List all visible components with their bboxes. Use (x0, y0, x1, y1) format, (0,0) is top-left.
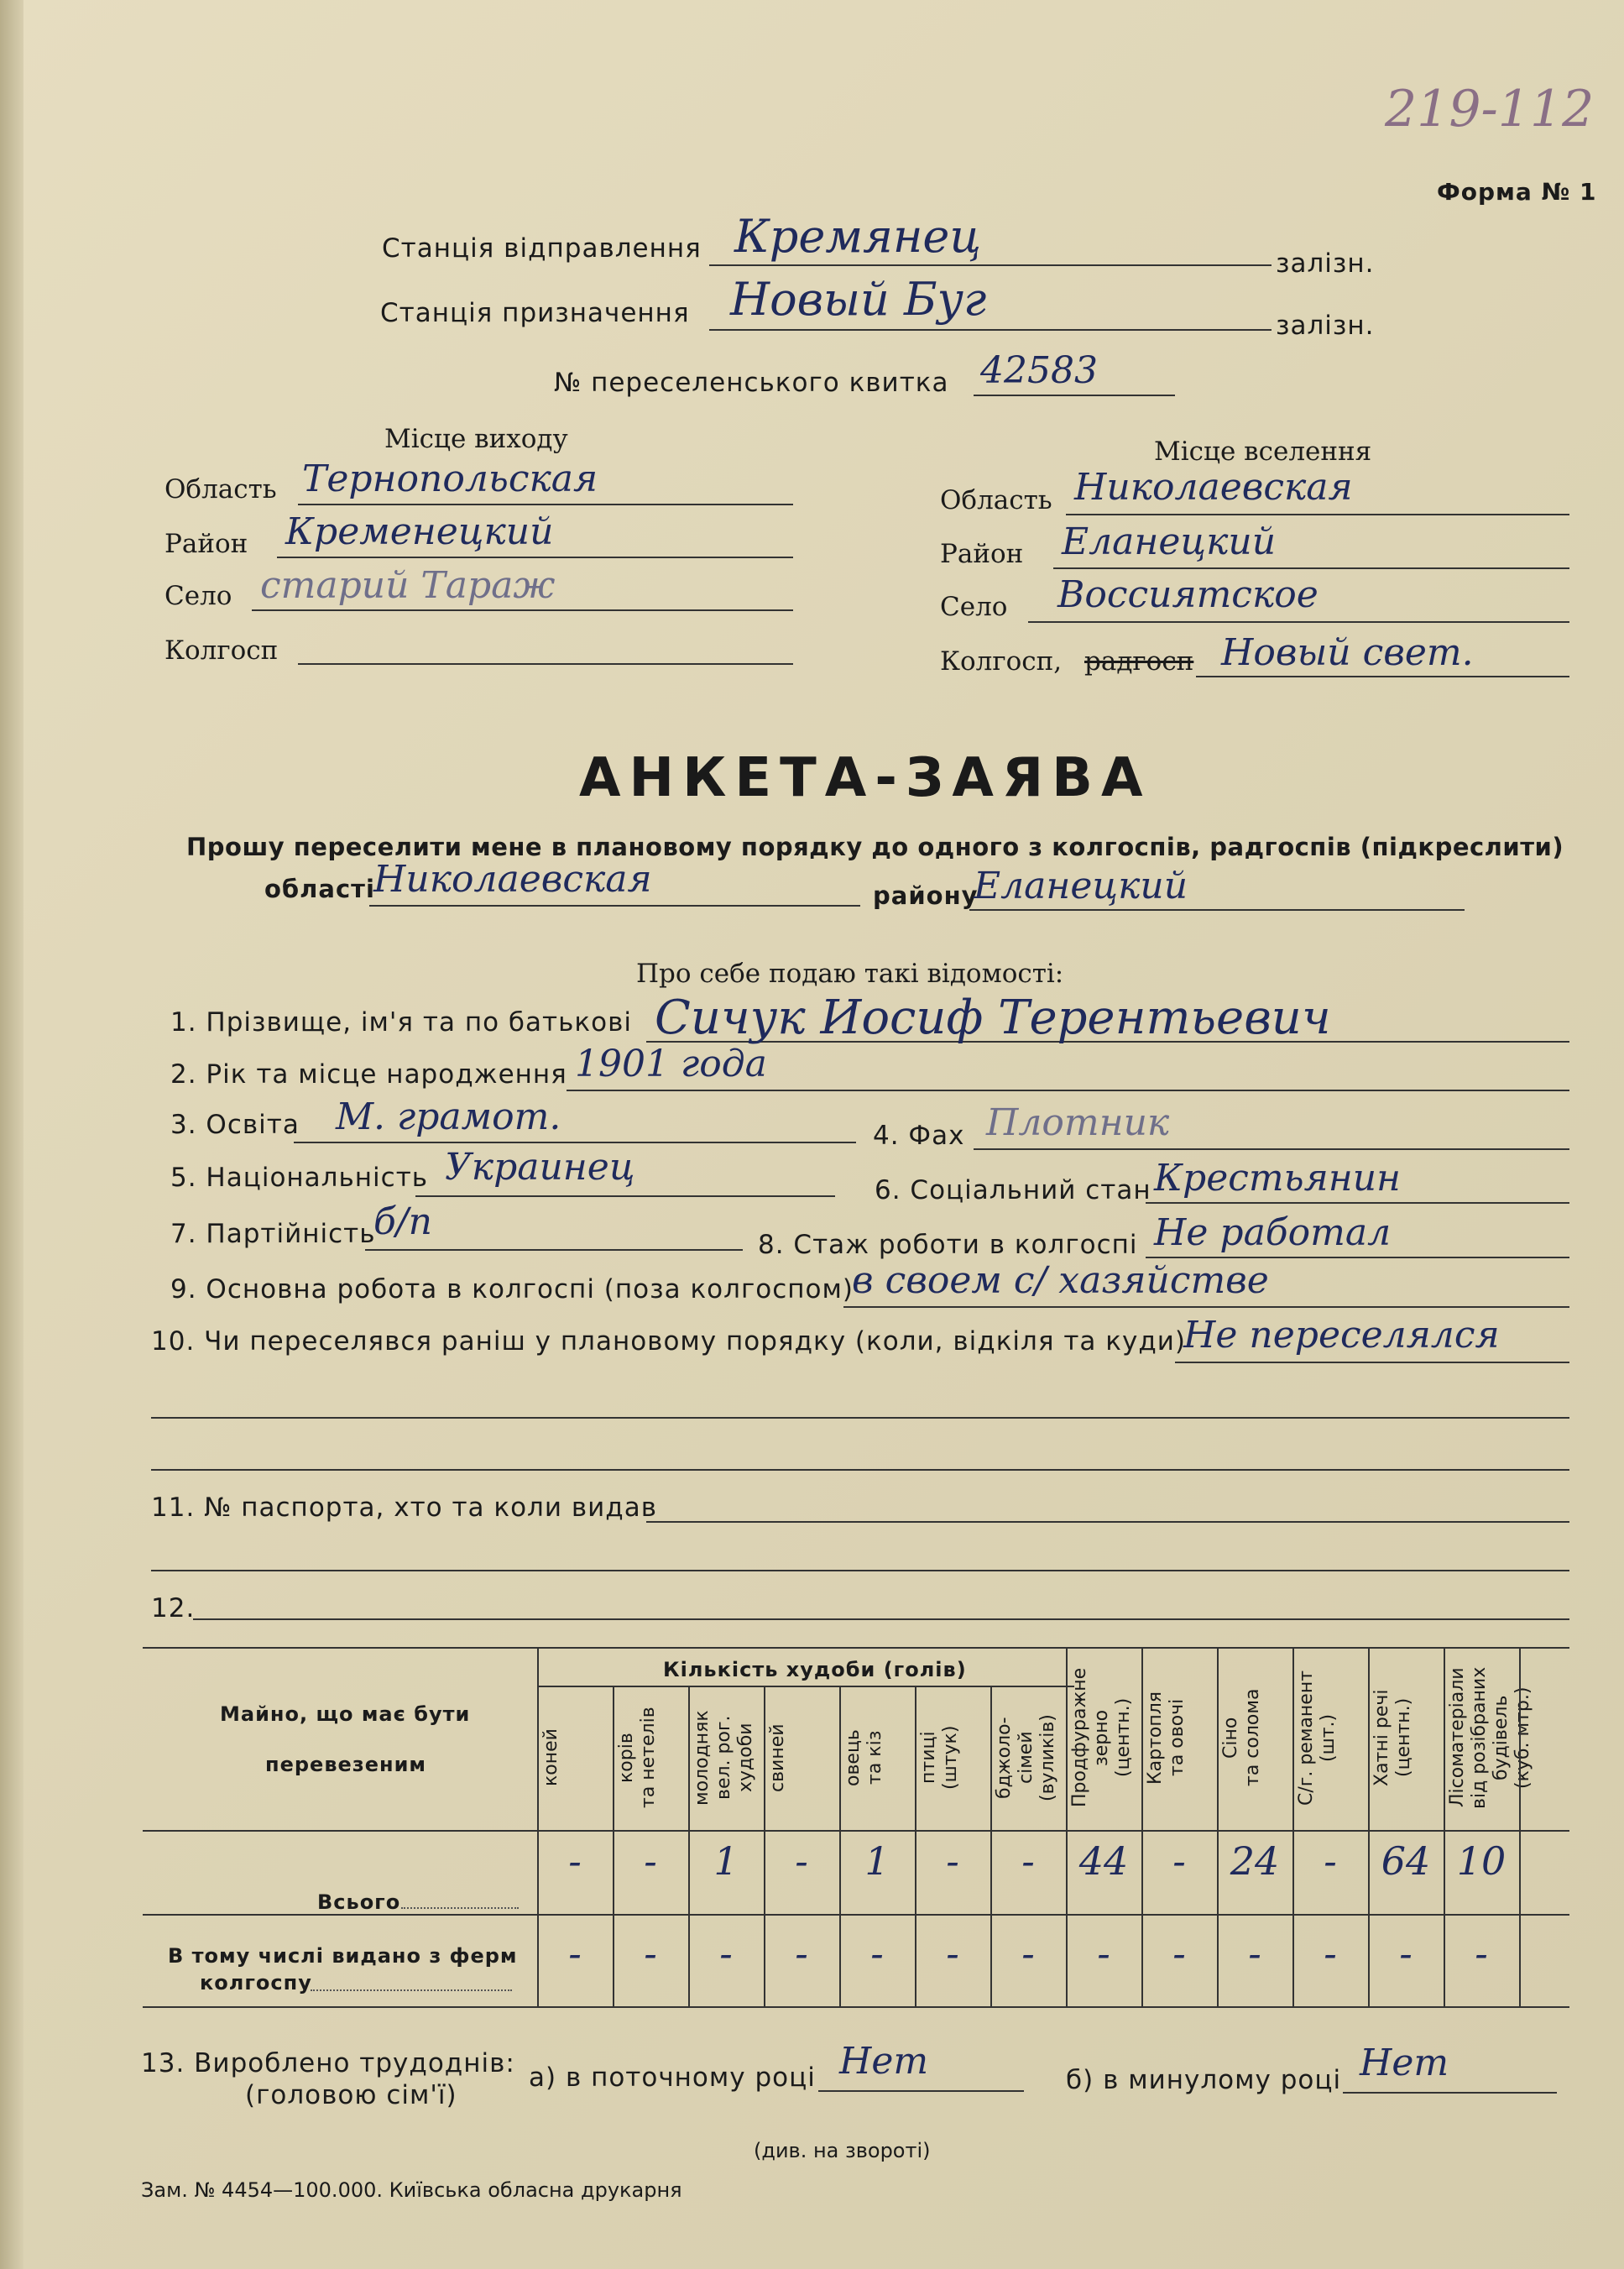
field-6-label: 6. Соціальний стан (875, 1175, 1151, 1205)
table-cell-total: - (1021, 1838, 1035, 1884)
printer-imprint: Зам. № 4454—100.000. Київська обласна друкарня (141, 2178, 682, 2202)
departure-station-value: Кремянец (734, 210, 982, 263)
field-12-label: 12. (151, 1593, 196, 1623)
field-8-value: Не работал (1154, 1211, 1392, 1254)
field-9-label: 9. Основна робота в колгоспі (поза колгоспом) (170, 1274, 854, 1304)
table-column-header: Продфуражне зерно (центн.) (1069, 1667, 1134, 1808)
table-column-header: Картопля та овочі (1145, 1691, 1188, 1785)
workdays-label-2: (головою сім'ї) (245, 2080, 457, 2110)
origin-selo-label: Село (164, 581, 232, 611)
table-cell-farm: - (1475, 1931, 1488, 1976)
field-9-value: в своем с/ хазяйстве (852, 1259, 1269, 1302)
table-cell-total: 44 (1078, 1838, 1129, 1884)
destination-station-label: Станція призначення (380, 298, 690, 328)
workdays-current-value: Нет (839, 2040, 929, 2083)
field-10-label: 10. Чи переселявся раніш у плановому порядку (коли, відкіля та куди) (151, 1326, 1186, 1357)
table-cell-farm: - (795, 1931, 808, 1976)
departure-station-label: Станція відправлення (382, 233, 702, 264)
field-6-value: Крестьянин (1154, 1157, 1402, 1200)
table-column-header: Сіно та солома (1220, 1688, 1263, 1787)
table-cell-total: 10 (1456, 1838, 1507, 1884)
field-4-value: Плотник (986, 1101, 1170, 1144)
destination-oblast-label: Область (940, 485, 1052, 515)
table-column-header: Лісоматеріали від розібраних будівель (куб. мтр.) (1447, 1666, 1533, 1809)
archive-number: 219-112 (1385, 80, 1595, 139)
destination-selo-value: Воссиятское (1057, 573, 1319, 616)
field-7-value: б/п (373, 1200, 433, 1243)
table-column-header: бджоло- сімей (вуликів) (994, 1714, 1058, 1801)
destination-selo-label: Село (940, 592, 1008, 622)
destination-header: Місце вселення (1154, 437, 1372, 467)
table-cell-farm: - (1172, 1931, 1186, 1976)
field-4-label: 4. Фах (873, 1121, 965, 1151)
field-2-value: 1901 года (575, 1043, 767, 1085)
destination-kolhosp-label: Колгосп, (940, 646, 1063, 677)
request-oblast-value: Николаевская (373, 858, 652, 901)
request-raion-value: Еланецкий (974, 865, 1188, 907)
workdays-current-label: а) в поточному році (529, 2062, 816, 2093)
row-total-label: Всього (317, 1890, 401, 1914)
table-cell-farm: - (1324, 1931, 1337, 1976)
field-5-value: Украинец (445, 1146, 635, 1189)
request-text: Прошу переселити мене в плановому порядку до одного з колгоспів, радгоспів (підкреслити) (186, 833, 1564, 861)
request-raion-label: району (873, 881, 979, 910)
row-farm-label-1: В тому числі видано з ферм (168, 1944, 518, 1968)
table-column-header: коней (540, 1728, 561, 1787)
field-2-label: 2. Рік та місце народження (170, 1059, 567, 1090)
destination-radhosp-label: радгосп (1084, 646, 1194, 677)
origin-raion-label: Район (164, 529, 248, 559)
workdays-label-1: 13. Вироблено трудоднів: (141, 2048, 515, 2078)
table-cell-total: - (568, 1838, 582, 1884)
destination-kolhosp-value: Новый свет. (1221, 631, 1474, 674)
workdays-previous-value: Нет (1360, 2042, 1449, 2084)
origin-selo-value: старий Тараж (260, 564, 556, 607)
table-cell-total: 1 (713, 1838, 739, 1884)
field-8-label: 8. Стаж роботи в колгоспі (758, 1230, 1138, 1260)
table-cell-total: - (644, 1838, 657, 1884)
ticket-number: 42583 (980, 349, 1098, 392)
field-3-value: М. грамот. (336, 1095, 561, 1138)
row-farm-label-2: колгоспу (200, 1971, 312, 1995)
field-10-value: Не переселялся (1183, 1314, 1500, 1357)
field-11-label: 11. № паспорта, хто та коли видав (151, 1493, 657, 1523)
origin-oblast-value: Тернопольская (302, 457, 598, 500)
destination-oblast-value: Николаевская (1074, 466, 1353, 509)
table-column-header: овець та кіз (843, 1729, 885, 1786)
origin-oblast-label: Область (164, 474, 277, 505)
table-cell-farm: - (1248, 1931, 1261, 1976)
livestock-header: Кількість худоби (голів) (663, 1658, 967, 1681)
table-cell-farm: - (644, 1931, 657, 1976)
table-cell-total: - (1172, 1838, 1186, 1884)
table-cell-total: 1 (864, 1838, 890, 1884)
table-column-header: С/г. реманент (шт.) (1296, 1670, 1339, 1806)
destination-station-value: Новый Буг (730, 273, 987, 326)
table-cell-farm: - (1399, 1931, 1413, 1976)
table-cell-farm: - (946, 1931, 959, 1976)
info-intro: Про себе подаю такі відомості: (636, 959, 1064, 989)
table-cell-total: - (795, 1838, 808, 1884)
field-3-label: 3. Освіта (170, 1110, 300, 1140)
destination-raion-value: Еланецкий (1062, 520, 1277, 563)
field-1-value: Сичук Иосиф Терентьевич (655, 991, 1331, 1045)
ticket-label: № переселенського квитка (554, 368, 949, 398)
origin-header: Місце виходу (384, 424, 568, 454)
form-title: АНКЕТА-ЗАЯВА (579, 747, 1151, 809)
table-column-header: молодняк вел. рог. худоби (692, 1710, 756, 1806)
table-cell-farm: - (1021, 1931, 1035, 1976)
table-column-header: корів та нетелів (616, 1707, 659, 1809)
field-1-label: 1. Прізвище, ім'я та по батькові (170, 1007, 632, 1038)
table-cell-farm: - (870, 1931, 884, 1976)
origin-raion-value: Кременецкий (285, 510, 554, 553)
table-cell-total: - (1324, 1838, 1337, 1884)
table-cell-farm: - (1097, 1931, 1110, 1976)
rail-suffix-2: залізн. (1276, 311, 1375, 341)
property-header-1: Майно, що має бути (220, 1702, 471, 1726)
table-column-header: птиці (штук) (918, 1725, 961, 1791)
workdays-previous-label: б) в минулому році (1066, 2065, 1342, 2095)
rail-suffix-1: залізн. (1276, 248, 1375, 279)
table-column-header: свиней (767, 1723, 788, 1792)
table-cell-farm: - (719, 1931, 733, 1976)
request-oblast-label: області (264, 875, 375, 903)
destination-raion-label: Район (940, 539, 1024, 569)
form-label: Форма № 1 (1437, 178, 1597, 206)
field-5-label: 5. Національність (170, 1163, 429, 1193)
see-reverse-note: (див. на звороті) (754, 2139, 931, 2162)
table-column-header: Хатні речі (центн.) (1371, 1689, 1414, 1786)
property-header-2: перевезеним (265, 1753, 427, 1776)
page-edge (0, 0, 23, 2269)
origin-kolhosp-label: Колгосп (164, 635, 279, 666)
table-cell-total: - (946, 1838, 959, 1884)
field-7-label: 7. Партійність (170, 1219, 376, 1249)
table-cell-farm: - (568, 1931, 582, 1976)
table-cell-total: 64 (1381, 1838, 1431, 1884)
table-cell-total: 24 (1230, 1838, 1280, 1884)
